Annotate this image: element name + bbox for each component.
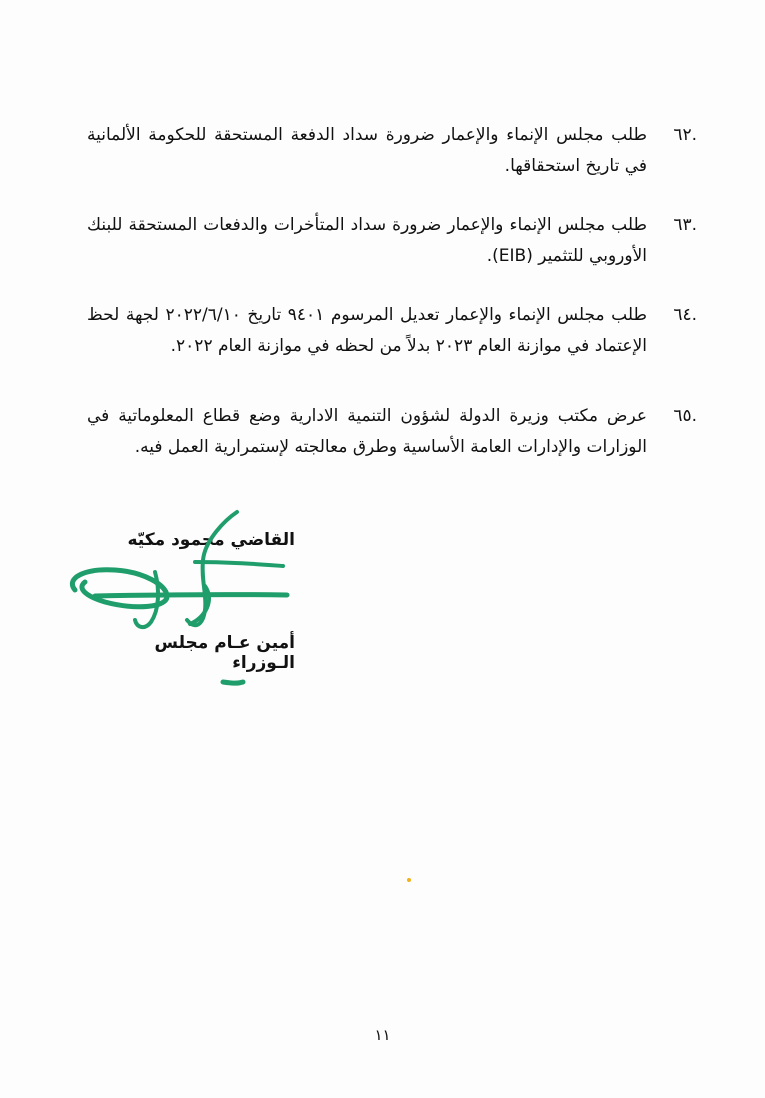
signature-stroke [195, 562, 283, 566]
item-text: طلب مجلس الإنماء والإعمار ضرورة سداد المتأخرات والدفعات المستحقة للبنك الأوروبي للتثمير (EIB). [87, 215, 647, 266]
item-text: طلب مجلس الإنماء والإعمار ضرورة سداد الدفعة المستحقة للحكومة الألمانية في تاريخ استحقاقها. [87, 125, 647, 176]
item-number: .٦٣ [673, 215, 697, 235]
signature-stroke [72, 570, 167, 607]
item-text: طلب مجلس الإنماء والإعمار تعديل المرسوم ٩٤٠١ تاريخ ٢٠٢٢/٦/١٠ لجهة لحظ الإعتماد في موازنة العام ٢٠٢٣ بدلاً من لحظه في موازنة العام ٢٠٢٢. [87, 305, 647, 356]
signature-stroke [187, 512, 237, 625]
signatory-name: القاضي محمود مكيّه [127, 530, 295, 550]
signatory-title: أمين عـام مجلس الـوزراء [154, 633, 295, 673]
list-item [87, 401, 697, 463]
item-number: .٦٢ [673, 125, 697, 145]
list-item [87, 300, 697, 362]
list-item [87, 120, 697, 182]
item-number: .٦٥ [673, 406, 697, 426]
list-item [87, 210, 697, 272]
signature-stroke [95, 595, 287, 596]
signature-stroke [190, 586, 209, 624]
item-text: عرض مكتب وزيرة الدولة لشؤون التنمية الادارية وضع قطاع المعلوماتية في الوزارات والإدارات العامة الأساسية وطرق معالجته لإستمرارية العمل فيه. [87, 406, 647, 457]
item-number: .٦٤ [673, 305, 697, 325]
page-number: ١١ [374, 1026, 391, 1044]
ink-dot [407, 878, 411, 882]
signature-stroke [223, 682, 243, 683]
